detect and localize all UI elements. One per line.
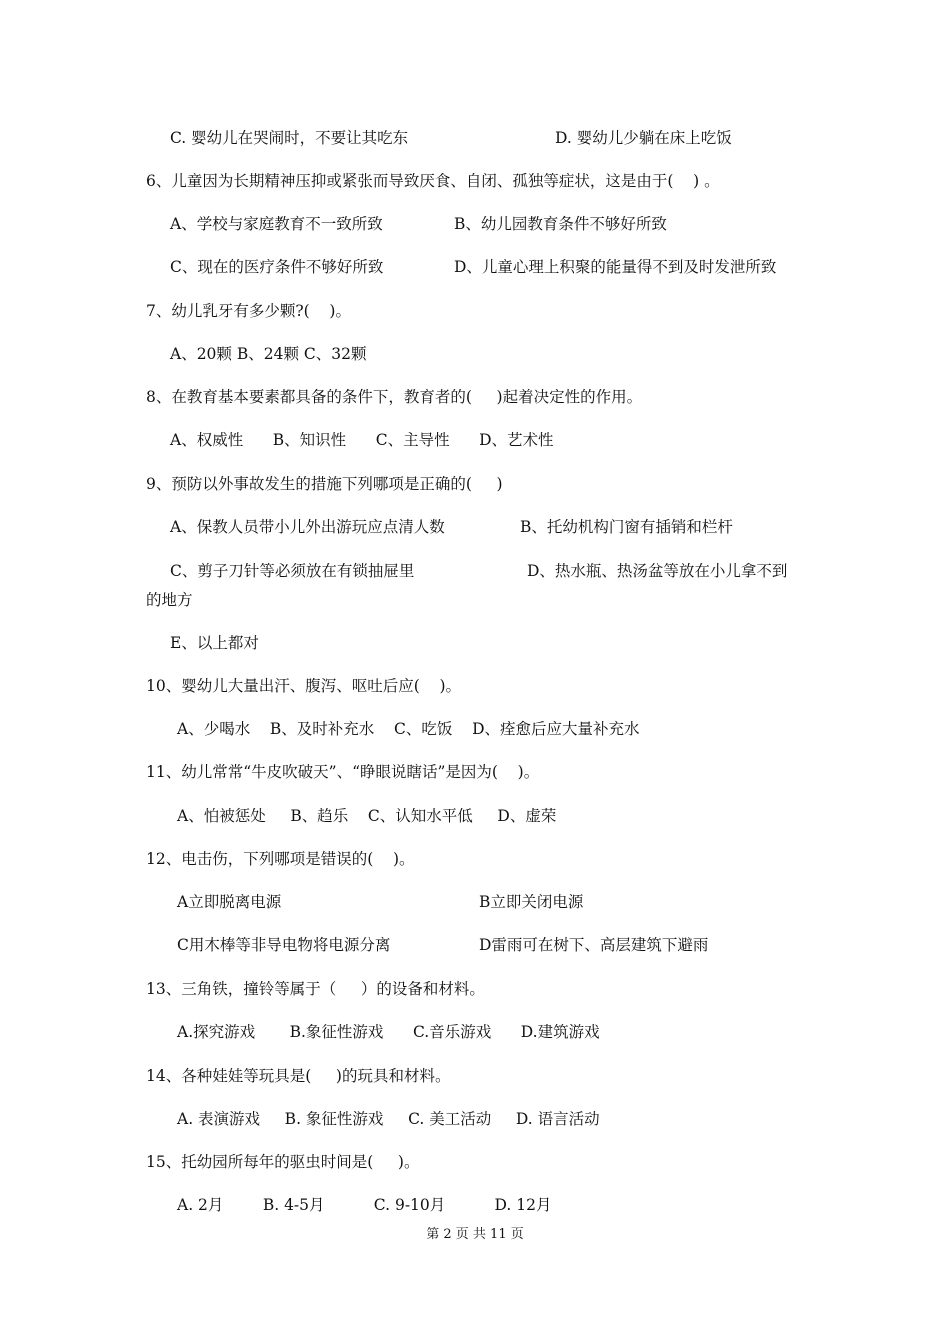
q12-option-c: C用木棒等非导电物将电源分离: [177, 936, 391, 954]
q15-options: A. 2月 B. 4-5月 C. 9-10月 D. 12月: [177, 1196, 552, 1214]
q7-options: A、20颗 B、24颗 C、32颗: [170, 345, 367, 363]
question-8: 8、在教育基本要素都具备的条件下，教育者的( )起着决定性的作用。: [146, 388, 643, 406]
question-9: 9、预防以外事故发生的措施下列哪项是正确的( ): [146, 475, 503, 493]
question-7: 7、幼儿乳牙有多少颗?( )。: [146, 302, 351, 320]
question-13: 13、三角铁，撞铃等属于（ ）的设备和材料。: [146, 980, 485, 998]
page-number-footer: 第 2 页 共 11 页: [426, 1227, 524, 1242]
q11-options: A、怕被惩处 B、趋乐 C、认知水平低 D、虚荣: [177, 807, 557, 825]
q12-option-b: B立即关闭电源: [479, 893, 584, 911]
q5-option-d: D. 婴幼儿少躺在床上吃饭: [555, 129, 732, 147]
q9-option-e: E、以上都对: [170, 634, 259, 652]
q6-option-a: A、学校与家庭教育不一致所致: [170, 215, 383, 233]
question-12: 12、电击伤，下列哪项是错误的( )。: [146, 850, 415, 868]
q13-options: A.探究游戏 B.象征性游戏 C.音乐游戏 D.建筑游戏: [177, 1023, 600, 1041]
q9-option-a: A、保教人员带小儿外出游玩应点清人数: [170, 518, 445, 536]
question-6: 6、儿童因为长期精神压抑或紧张而导致厌食、自闭、孤独等症状，这是由于( ) 。: [146, 172, 720, 190]
q10-options: A、少喝水 B、及时补充水 C、吃饭 D、痊愈后应大量补充水: [177, 720, 640, 738]
q6-option-c: C、现在的医疗条件不够好所致: [170, 258, 384, 276]
q9-option-d-continued: 的地方: [146, 591, 193, 609]
q14-options: A. 表演游戏 B. 象征性游戏 C. 美工活动 D. 语言活动: [177, 1110, 600, 1128]
question-15: 15、托幼园所每年的驱虫时间是( )。: [146, 1153, 420, 1171]
question-14: 14、各种娃娃等玩具是( )的玩具和材料。: [146, 1067, 451, 1085]
q8-options: A、权威性 B、知识性 C、主导性 D、艺术性: [170, 431, 554, 449]
q9-option-d: D、热水瓶、热汤盆等放在小儿拿不到: [527, 562, 788, 580]
q5-option-c: C. 婴幼儿在哭闹时，不要让其吃东: [170, 129, 409, 147]
question-10: 10、婴幼儿大量出汗、腹泻、呕吐后应( )。: [146, 677, 462, 695]
q6-option-d: D、儿童心理上积聚的能量得不到及时发泄所致: [454, 258, 777, 276]
q12-option-d: D雷雨可在树下、高层建筑下避雨: [479, 936, 709, 954]
q6-option-b: B、幼儿园教育条件不够好所致: [454, 215, 667, 233]
q9-option-b: B、托幼机构门窗有插销和栏杆: [520, 518, 733, 536]
question-11: 11、幼儿常常“牛皮吹破天”、“睁眼说瞎话”是因为( )。: [146, 763, 540, 781]
q9-option-c: C、剪子刀针等必须放在有锁抽屉里: [170, 562, 415, 580]
q12-option-a: A立即脱离电源: [177, 893, 282, 911]
